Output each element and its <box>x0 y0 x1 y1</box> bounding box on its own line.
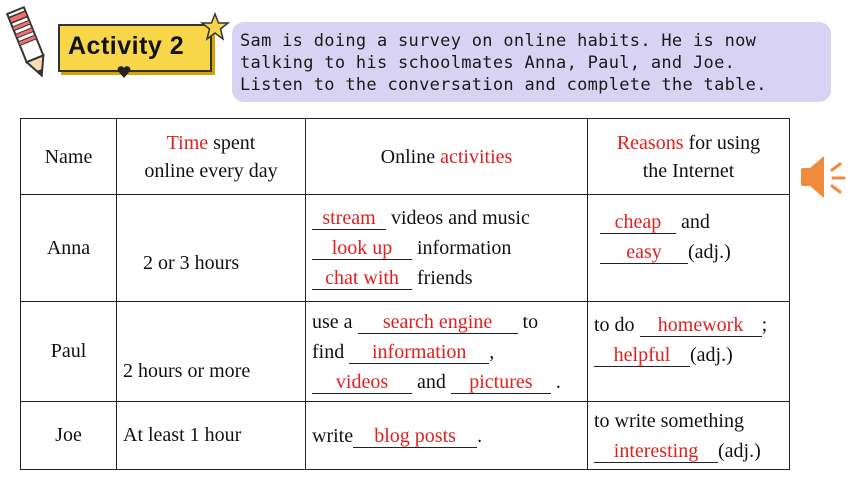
activity-text: videos and music <box>386 207 530 229</box>
activity-text: friends <box>412 267 473 289</box>
header-time <box>117 119 306 195</box>
reason-text: (adj.) <box>688 241 731 263</box>
row-name: Anna <box>21 195 117 302</box>
answer-blank[interactable]: homework <box>640 314 762 337</box>
activity-badge <box>58 24 212 72</box>
answer-blank[interactable]: stream <box>312 207 386 230</box>
header-reasons-rest: for using <box>683 131 761 154</box>
speaker-icon[interactable] <box>798 150 848 206</box>
survey-table <box>20 118 790 470</box>
header-activities-rest: Online <box>380 145 441 168</box>
table-row <box>21 302 790 402</box>
reason-text: to write something <box>594 409 744 432</box>
answer-blank[interactable]: interesting <box>594 440 718 463</box>
header-time-rest2: online every day <box>144 159 278 182</box>
activity-text: and <box>412 370 451 393</box>
activity-text: information <box>412 237 512 259</box>
header-reasons <box>588 119 790 195</box>
star-icon <box>200 12 230 42</box>
row-activities <box>306 402 588 470</box>
answer-blank[interactable]: videos <box>312 371 412 394</box>
activity-text: find <box>312 340 350 363</box>
activity-text: . <box>550 370 561 393</box>
answer-blank[interactable]: cheap <box>600 211 676 234</box>
row-reasons <box>588 402 790 470</box>
activity-text: . <box>477 424 483 447</box>
time-answer: 2 or 3 hours <box>143 251 240 274</box>
time-answer: At least 1 hour <box>123 424 242 446</box>
answer-blank[interactable]: easy <box>600 241 688 264</box>
instruction-line: talking to his schoolmates Anna, Paul, and Joe. <box>240 53 736 73</box>
header-name: Name <box>21 119 117 195</box>
reason-text: to do <box>594 314 640 336</box>
instruction-banner <box>232 22 831 102</box>
answer-blank[interactable]: pictures <box>451 371 551 394</box>
table-row <box>21 195 790 302</box>
row-reasons <box>588 302 790 402</box>
table-row <box>21 402 790 470</box>
heart-icon <box>117 65 131 79</box>
instruction-line: Sam is doing a survey on online habits. He is now <box>240 31 757 51</box>
answer-blank[interactable]: information <box>349 341 489 364</box>
activity-text: use a <box>312 310 358 333</box>
row-activities <box>306 195 588 302</box>
header-time-rest: spent <box>208 131 256 154</box>
row-name: Joe <box>21 402 117 470</box>
header-reasons-rest2: the Internet <box>642 159 735 182</box>
answer-blank[interactable]: helpful <box>594 344 690 367</box>
activity-text: write <box>312 424 354 447</box>
pencil-icon <box>4 4 54 84</box>
header-activities-key: activities <box>440 145 513 168</box>
reason-text: (adj.) <box>718 439 761 462</box>
reason-text: ; <box>761 314 768 336</box>
header-activities <box>306 119 588 195</box>
row-time <box>117 195 306 302</box>
header-time-key: Time <box>166 131 209 154</box>
instruction-text <box>240 30 825 96</box>
time-answer: 2 hours or more <box>123 360 251 382</box>
answer-blank[interactable]: search engine <box>358 311 518 334</box>
answer-blank[interactable]: look up <box>312 237 412 260</box>
answer-blank[interactable]: chat with <box>312 267 412 290</box>
activity-text: to <box>517 310 539 333</box>
row-time <box>117 302 306 402</box>
row-time <box>117 402 306 470</box>
activity-text: , <box>489 340 495 363</box>
activity-title: Activity 2 <box>68 32 185 60</box>
reason-text: (adj.) <box>690 344 733 366</box>
row-activities <box>306 302 588 402</box>
row-reasons <box>588 195 790 302</box>
answer-blank[interactable]: blog posts <box>353 425 477 448</box>
header-reasons-key: Reasons <box>616 131 684 154</box>
row-name: Paul <box>21 302 117 402</box>
table-header-row <box>21 119 790 195</box>
reason-text: and <box>676 211 710 233</box>
instruction-line: Listen to the conversation and complete the table. <box>240 75 767 95</box>
